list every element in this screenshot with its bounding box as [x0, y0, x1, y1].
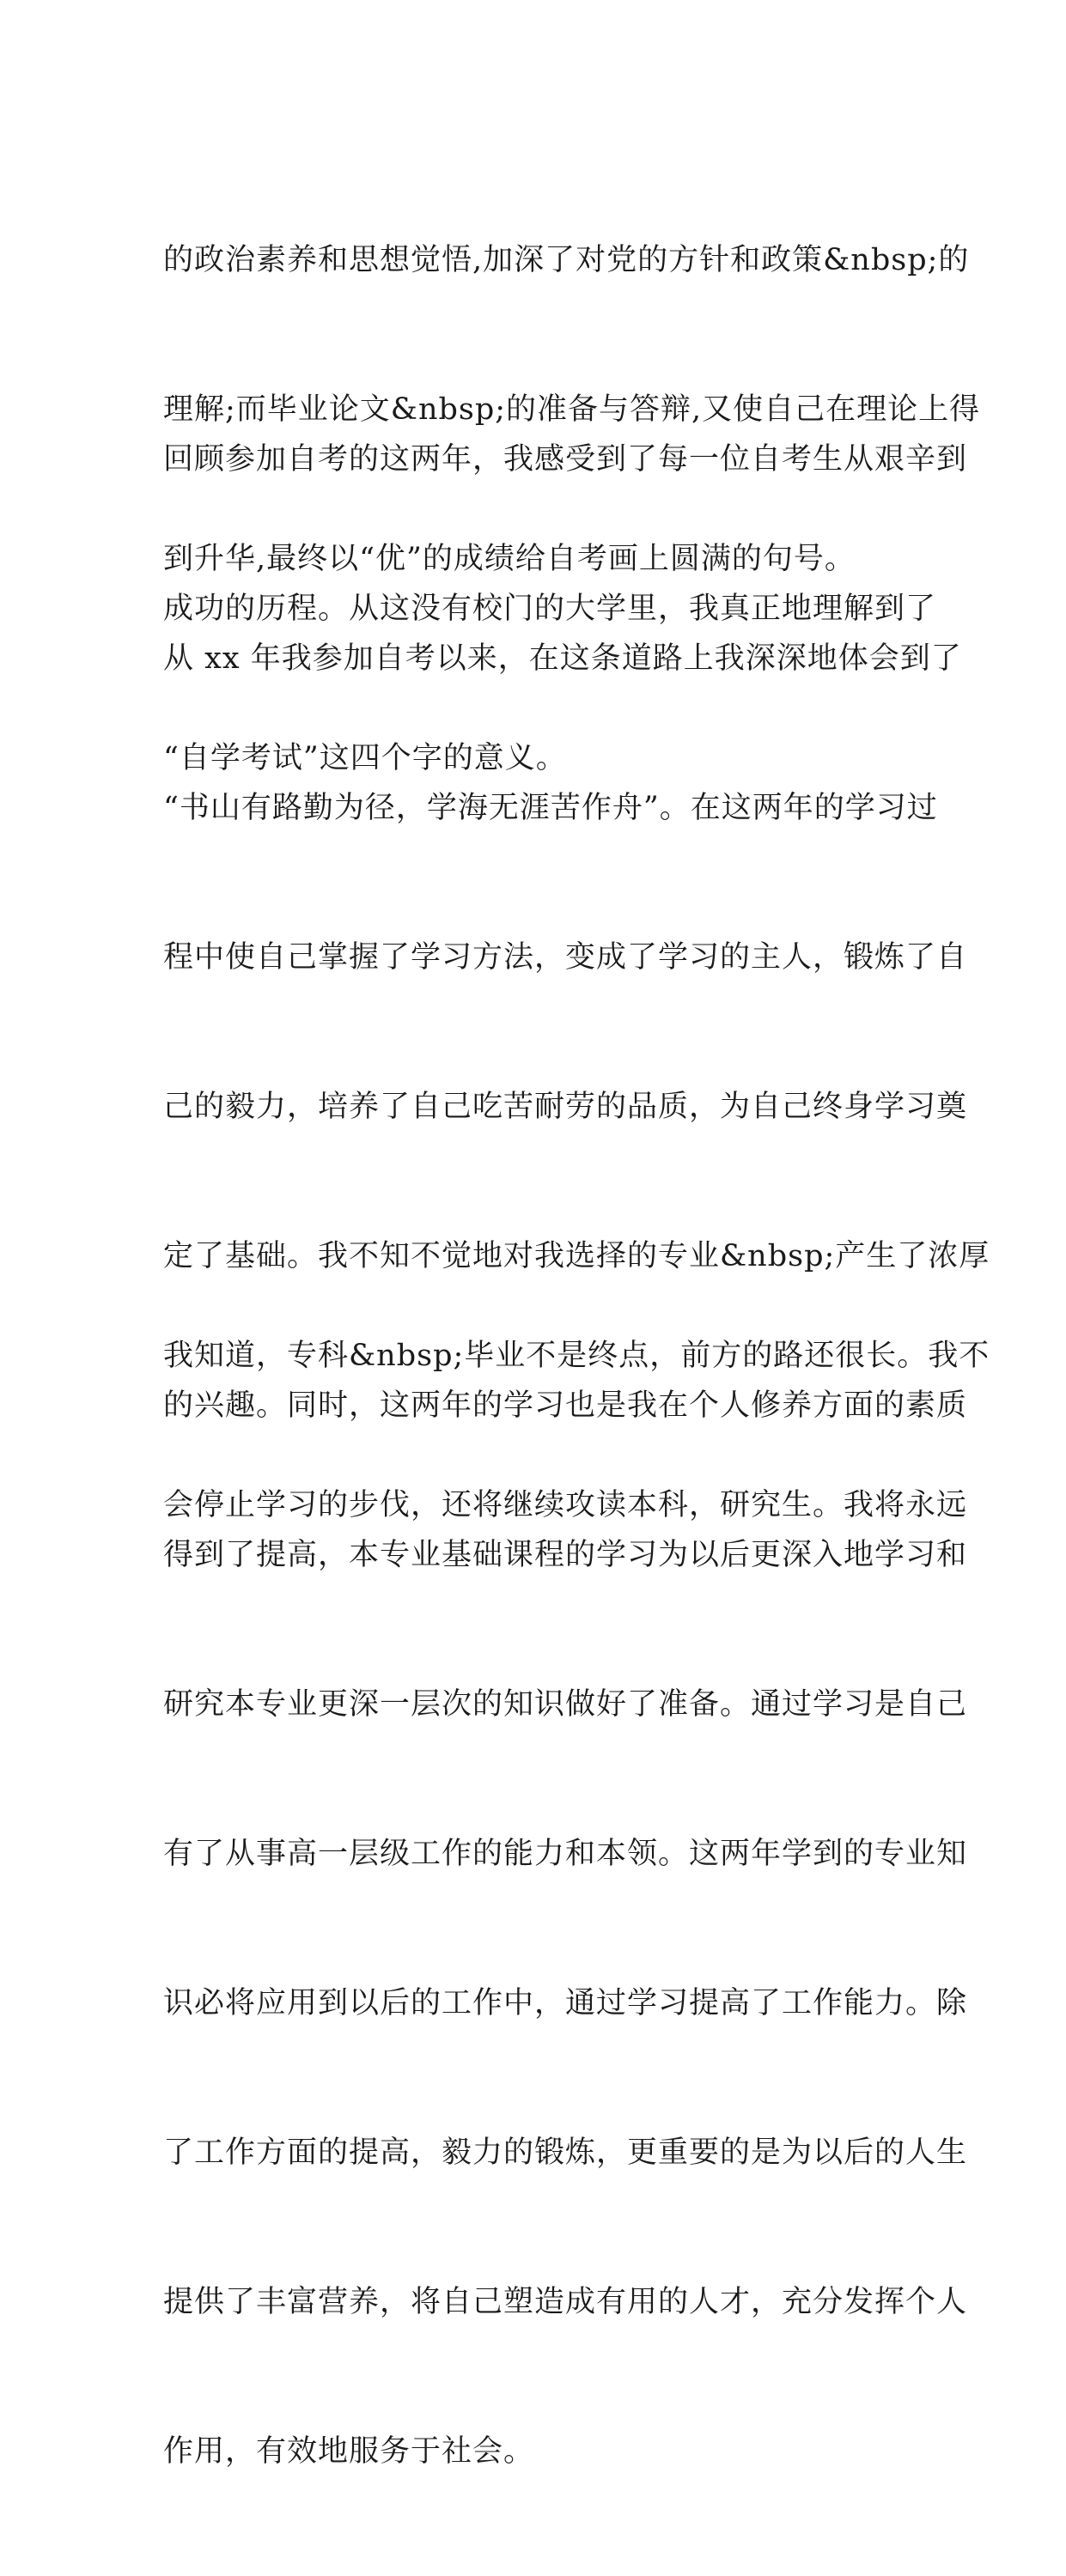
text-line: 研究本专业更深一层次的知识做好了准备。通过学习是自己 [163, 1687, 968, 1722]
text-line: “书山有路勤为径，学海无涯苦作舟”。在这两年的学习过 [163, 791, 938, 825]
text-line: 成功的历程。从这没有校门的大学里，我真正地理解到了 [163, 592, 937, 626]
text-line: 回顾参加自考的这两年，我感受到了每一位自考生从艰辛到 [163, 442, 968, 477]
text-line: 到升华,最终以“优”的成绩给自考画上圆满的句号。 [163, 542, 856, 576]
paragraph-future-plans [163, 1231, 990, 1630]
text-line: 识必将应用到以后的工作中，通过学习提高了工作能力。除 [163, 1986, 968, 2020]
text-line: 得到了提高，本专业基础课程的学习为以后更深入地学习和 [163, 1538, 968, 1572]
text-line: 程中使自己掌握了学习方法，变成了学习的主人，锻炼了自 [163, 940, 968, 975]
text-line: 的政治素养和思想觉悟,加深了对党的方针和政策&nbsp;的 [163, 243, 970, 277]
text-line: 我知道，专科&nbsp;毕业不是终点，前方的路还很长。我不 [163, 1339, 990, 1373]
text-line: “自学考试”这四个字的意义。 [163, 741, 567, 775]
text-line: 的兴趣。同时，这两年的学习也是我在个人修养方面的素质 [163, 1388, 968, 1423]
text-line: 理解;而毕业论文&nbsp;的准备与答辩,又使自己在理论上得 [163, 392, 981, 427]
text-line: 有了从事高一层级工作的能力和本领。这两年学到的专业知 [163, 1837, 968, 1871]
text-line: 提供了丰富营养，将自己塑造成有用的人才，充分发挥个人 [163, 2285, 968, 2319]
text-line: 作用，有效地服务于社会。 [163, 2434, 535, 2469]
text-line: 会停止学习的步伐，还将继续攻读本科，研究生。我将永远 [163, 1488, 968, 1522]
text-line: 己的毅力，培养了自己吃苦耐劳的品质，为自己终身学习奠 [163, 1090, 968, 1124]
text-line: 从 xx 年我参加自考以来，在这条道路上我深深地体会到了 [163, 641, 962, 676]
text-line: 定了基础。我不知不觉地对我选择的专业&nbsp;产生了浓厚 [163, 1239, 990, 1273]
text-line: 了工作方面的提高，毅力的锻炼，更重要的是为以后的人生 [163, 2136, 968, 2170]
